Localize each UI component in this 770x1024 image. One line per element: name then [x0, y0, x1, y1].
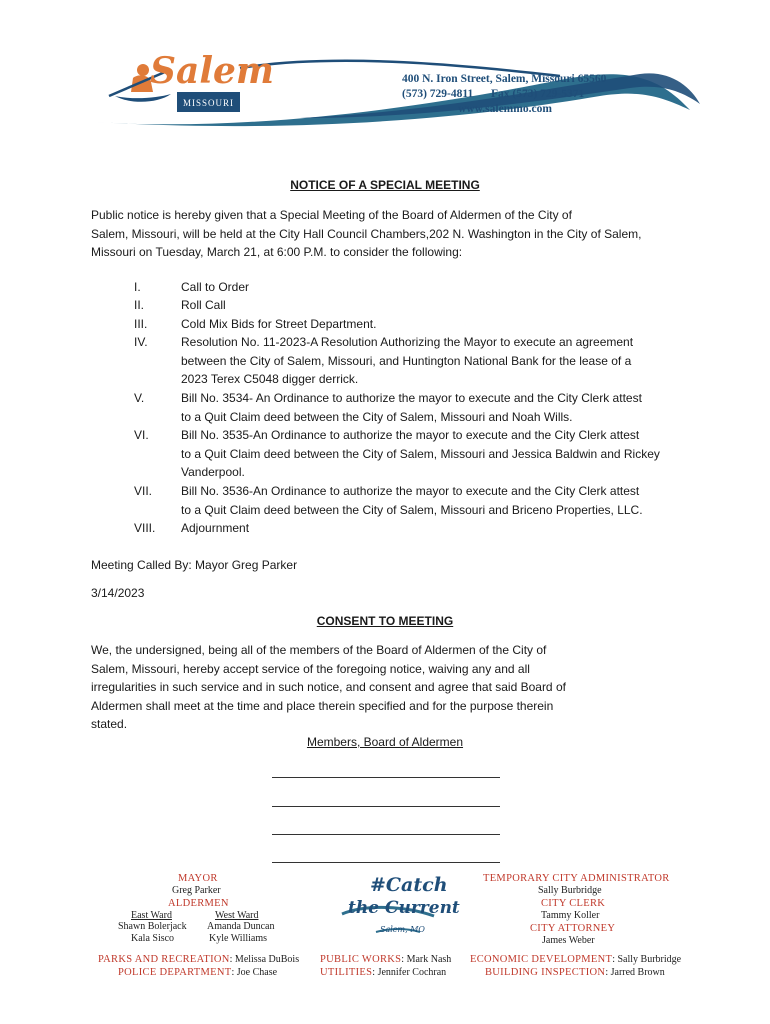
west-ward-label: West Ward [215, 910, 259, 921]
agenda-line: Cold Mix Bids for Street Department. [181, 317, 377, 331]
agenda-item [181, 296, 681, 315]
signature-line[interactable] [272, 862, 500, 863]
called-by: Meeting Called By: Mayor Greg Parker [91, 558, 298, 572]
public-works-entry: PUBLIC WORKS: Mark Nash [320, 954, 452, 965]
consent-line: irregularities in such service and in such notice, and consent and agree that said Board of [91, 680, 566, 694]
east-ward-member: Kala Sisco [131, 933, 175, 944]
consent-line: stated. [91, 717, 128, 731]
utilities-label: UTILITIES [320, 967, 373, 978]
logo-state: MISSOURI [183, 98, 235, 108]
east-ward-label: East Ward [131, 910, 172, 921]
public-works-label: PUBLIC WORKS [320, 954, 402, 965]
west-ward-member: Amanda Duncan [207, 921, 275, 932]
consent-text [91, 641, 686, 734]
attorney-label: CITY ATTORNEY [530, 923, 616, 934]
building-label: BUILDING INSPECTION [485, 967, 606, 978]
logo-state-banner [177, 92, 240, 112]
agenda-line: to a Quit Claim deed between the City of Salem, Missouri and Jessica Baldwin and Rickey [181, 446, 660, 461]
notice-intro [91, 206, 686, 262]
agenda-num: I. [134, 280, 141, 294]
consent-line: Aldermen shall meet at the time and place therein specified and for the purpose therein [91, 698, 554, 713]
police-name: Joe Chase [236, 967, 278, 978]
city-logo [105, 50, 274, 114]
agenda-num: VI. [134, 428, 149, 442]
parks-entry: PARKS AND RECREATION: Melissa DuBois [98, 954, 300, 965]
logo-word: Salem [150, 50, 274, 92]
notice-title: NOTICE OF A SPECIAL MEETING [290, 178, 480, 192]
logo-tag: Salem, MO [380, 925, 425, 934]
letterhead-address: 400 N. Iron Street, Salem, Missouri 65560 [402, 73, 607, 85]
agenda-line: Bill No. 3535-An Ordinance to authorize the mayor to execute and the City Clerk attest [181, 428, 640, 442]
logo-catch: #Catch [370, 874, 448, 896]
agenda-line: Bill No. 3536-An Ordinance to authorize the mayor to execute and the City Clerk attest [181, 484, 640, 498]
agenda-item [181, 519, 681, 538]
signature-line[interactable] [272, 777, 500, 778]
public-works-name: Mark Nash [406, 954, 452, 965]
agenda-line: Roll Call [181, 298, 226, 312]
econ-label: ECONOMIC DEVELOPMENT [470, 954, 613, 965]
utilities-entry: UTILITIES: Jennifer Cochran [320, 967, 447, 978]
police-label: POLICE DEPARTMENT [118, 967, 232, 978]
agenda-num: V. [134, 391, 145, 405]
econ-entry: ECONOMIC DEVELOPMENT: Sally Burbridge [470, 954, 682, 965]
parks-label: PARKS AND RECREATION [98, 954, 230, 965]
utilities-name: Jennifer Cochran [377, 967, 447, 978]
signature-line[interactable] [272, 834, 500, 835]
consent-line: Salem, Missouri, hereby accept service of the foregoing notice, waiving any and all [91, 661, 530, 676]
agenda-line: Resolution No. 11-2023-A Resolution Authorizing the Mayor to execute an agreement [181, 335, 634, 349]
consent-line: We, the undersigned, being all of the members of the Board of Aldermen of the City of [91, 643, 547, 657]
agenda-num: VII. [134, 484, 153, 498]
agenda-item [181, 482, 681, 519]
agenda-item [181, 426, 681, 482]
econ-name: Sally Burbridge [617, 954, 682, 965]
agenda-item [181, 278, 681, 297]
agenda-line: to a Quit Claim deed between the City of Salem, Missouri and Noah Wills. [181, 409, 573, 424]
building-name: Jarred Brown [610, 967, 665, 978]
intro-line: Salem, Missouri, will be held at the City Hall Council Chambers,202 N. Washington in the City of Salem, [91, 226, 642, 241]
tca-label: TEMPORARY CITY ADMINISTRATOR [483, 873, 670, 884]
east-ward-member: Shawn Bolerjack [118, 921, 187, 932]
catch-the-current-logo [336, 870, 460, 944]
letterhead-website[interactable]: www.salemmo.com [458, 103, 552, 115]
logo-current: the Current [348, 898, 460, 918]
aldermen-label: ALDERMEN [168, 898, 229, 909]
intro-line: Public notice is hereby given that a Special Meeting of the Board of Aldermen of the City of [91, 208, 572, 222]
mayor-label: MAYOR [178, 873, 218, 884]
parks-name: Melissa DuBois [234, 954, 300, 965]
letterhead-fax: Fax (573) 729-5371 [490, 88, 585, 100]
agenda-num: IV. [134, 335, 148, 349]
agenda-item [181, 315, 681, 334]
agenda-line: between the City of Salem, Missouri, and Huntington National Bank for the lease of a [181, 353, 632, 368]
agenda-line: Call to Order [181, 280, 250, 294]
agenda-num: VIII. [134, 521, 156, 535]
agenda-line: 2023 Terex C5048 digger derrick. [181, 372, 359, 386]
clerk-name: Tammy Koller [541, 910, 600, 921]
building-entry: BUILDING INSPECTION: Jarred Brown [485, 967, 665, 978]
members-label: Members, Board of Aldermen [306, 735, 464, 749]
agenda-item [181, 333, 681, 389]
clerk-label: CITY CLERK [541, 898, 606, 909]
letterhead-phones [402, 88, 584, 100]
signature-line[interactable] [272, 806, 500, 807]
tca-name: Sally Burbridge [538, 885, 602, 896]
west-ward-member: Kyle Williams [209, 933, 268, 944]
police-entry: POLICE DEPARTMENT: Joe Chase [118, 967, 278, 978]
notice-date: 3/14/2023 [91, 586, 145, 600]
agenda-item [181, 389, 681, 426]
attorney-name: James Weber [542, 935, 595, 946]
agenda-line: Bill No. 3534- An Ordinance to authorize the mayor to execute and the City Clerk attest [181, 391, 642, 405]
agenda-line: Vanderpool. [181, 465, 245, 479]
agenda-num: II. [134, 298, 145, 312]
intro-line: Missouri on Tuesday, March 21, at 6:00 P.M. to consider the following: [91, 245, 463, 259]
mayor-name: Greg Parker [172, 885, 221, 896]
agenda-num: III. [134, 317, 148, 331]
consent-title: CONSENT TO MEETING [316, 614, 454, 628]
agenda-line: to a Quit Claim deed between the City of Salem, Missouri and Briceno Properties, LLC. [181, 502, 643, 517]
agenda-line: Adjournment [181, 521, 250, 535]
letterhead-phone: (573) 729-4811 [402, 88, 474, 100]
